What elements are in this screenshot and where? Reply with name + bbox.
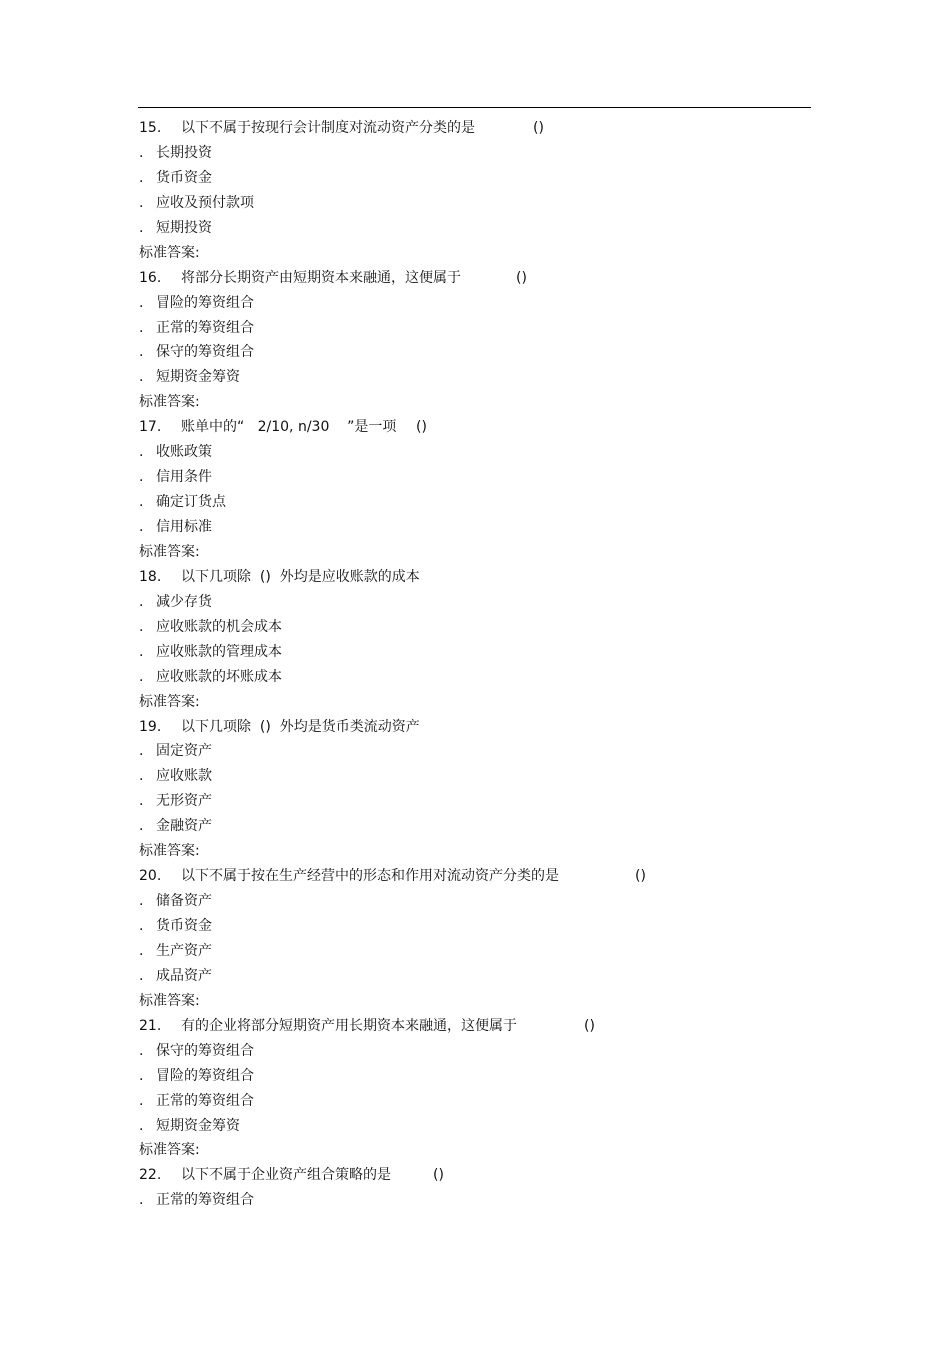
option-marker: . <box>139 494 144 511</box>
answer-blank: () <box>516 269 527 286</box>
option-item <box>139 365 819 390</box>
option-marker: . <box>139 918 144 934</box>
answer-label: 标准答案: <box>139 543 200 560</box>
option-item <box>139 191 819 216</box>
answer-line <box>139 690 819 715</box>
option-text: 保守的筹资组合 <box>156 344 254 361</box>
option-text: 正常的筹资组合 <box>156 319 254 336</box>
option-text: 收账政策 <box>156 444 212 461</box>
answer-line <box>139 989 819 1014</box>
option-marker: . <box>139 294 144 311</box>
option-marker: . <box>139 169 144 186</box>
option-item <box>139 1039 819 1064</box>
question-text: 将部分长期资产由短期资本来融通，这便属于 <box>181 269 461 286</box>
option-item <box>139 665 819 690</box>
option-marker: . <box>139 768 144 785</box>
option-marker: . <box>139 743 144 760</box>
option-item <box>139 141 819 166</box>
option-text: 生产资产 <box>156 942 212 959</box>
option-item <box>139 465 819 490</box>
option-item <box>139 939 819 964</box>
option-text: 储备资产 <box>156 893 212 910</box>
option-item <box>139 889 819 914</box>
option-item <box>139 1114 819 1139</box>
option-text: 冒险的筹资组合 <box>156 1067 254 1084</box>
question-number: 15. <box>139 120 162 136</box>
question-text: 有的企业将部分短期资产用长期资本来融通，这便属于 <box>181 1017 517 1034</box>
answer-line <box>139 390 819 415</box>
question-number: 19. <box>139 718 162 735</box>
option-item <box>139 964 819 989</box>
question-list <box>139 116 819 1213</box>
option-item <box>139 291 819 316</box>
question-number: 16. <box>139 269 162 286</box>
option-text: 信用条件 <box>156 469 212 486</box>
option-item <box>139 340 819 365</box>
option-marker: . <box>139 344 144 361</box>
answer-blank: () <box>533 120 544 136</box>
question-text: 账单中的“ 2/10, n/30 ”是一项 <box>181 419 397 436</box>
answer-label: 标准答案: <box>139 693 200 710</box>
option-text: 正常的筹资组合 <box>156 1092 254 1109</box>
option-marker: . <box>139 469 144 486</box>
option-text: 短期投资 <box>156 219 212 236</box>
option-marker: . <box>139 144 144 161</box>
option-marker: . <box>139 818 144 835</box>
answer-line <box>139 241 819 266</box>
answer-label: 标准答案: <box>139 843 200 860</box>
option-marker: . <box>139 1042 144 1059</box>
question-text: 以下几项除 () 外均是应收账款的成本 <box>181 568 420 585</box>
option-item <box>139 615 819 640</box>
option-item <box>139 590 819 615</box>
answer-label: 标准答案: <box>139 1142 200 1159</box>
header-rule <box>138 107 811 108</box>
question-text: 以下不属于按现行会计制度对流动资产分类的是 <box>181 120 475 136</box>
option-text: 冒险的筹资组合 <box>156 294 254 311</box>
question-text: 以下几项除 () 外均是货币类流动资产 <box>181 718 420 735</box>
option-marker: . <box>139 1067 144 1084</box>
option-marker: . <box>139 668 144 685</box>
option-item <box>139 1188 819 1213</box>
option-marker: . <box>139 369 144 386</box>
question-number: 21. <box>139 1017 162 1034</box>
option-item <box>139 764 819 789</box>
option-text: 应收账款 <box>156 768 212 785</box>
question-line <box>139 864 819 889</box>
option-item <box>139 515 819 540</box>
option-item <box>139 739 819 764</box>
option-text: 货币资金 <box>156 918 212 934</box>
answer-blank: () <box>433 1167 444 1184</box>
option-marker: . <box>139 1192 144 1209</box>
option-marker: . <box>139 643 144 660</box>
option-text: 金融资产 <box>156 818 212 835</box>
answer-blank: () <box>635 868 646 885</box>
option-item <box>139 640 819 665</box>
option-text: 应收账款的管理成本 <box>156 643 282 660</box>
option-text: 长期投资 <box>156 144 212 161</box>
option-marker: . <box>139 519 144 535</box>
option-item <box>139 166 819 191</box>
option-item <box>139 316 819 341</box>
option-marker: . <box>139 219 144 236</box>
option-text: 保守的筹资组合 <box>156 1042 254 1059</box>
option-item <box>139 490 819 515</box>
option-item <box>139 1064 819 1089</box>
option-item <box>139 914 819 939</box>
option-text: 无形资产 <box>156 793 212 810</box>
option-item <box>139 216 819 241</box>
option-text: 短期资金筹资 <box>156 369 240 386</box>
option-text: 确定订货点 <box>156 494 226 511</box>
question-number: 20. <box>139 868 162 885</box>
option-marker: . <box>139 593 144 610</box>
question-line <box>139 266 819 291</box>
answer-line <box>139 1138 819 1163</box>
option-text: 固定资产 <box>156 743 212 760</box>
option-text: 减少存货 <box>156 593 212 610</box>
option-marker: . <box>139 1092 144 1109</box>
option-item <box>139 440 819 465</box>
option-text: 应收账款的坏账成本 <box>156 668 282 685</box>
option-text: 应收账款的机会成本 <box>156 618 282 635</box>
option-item <box>139 789 819 814</box>
question-line <box>139 1163 819 1188</box>
question-number: 17. <box>139 419 162 436</box>
question-number: 18. <box>139 568 162 585</box>
question-line <box>139 565 819 590</box>
option-marker: . <box>139 793 144 810</box>
option-marker: . <box>139 967 144 984</box>
option-text: 信用标准 <box>156 519 212 535</box>
answer-blank: () <box>416 419 427 436</box>
option-marker: . <box>139 1117 144 1134</box>
question-line <box>139 415 819 440</box>
option-marker: . <box>139 893 144 910</box>
option-marker: . <box>139 194 144 211</box>
answer-line <box>139 540 819 565</box>
question-number: 22. <box>139 1167 162 1184</box>
option-text: 应收及预付款项 <box>156 194 254 211</box>
question-text: 以下不属于按在生产经营中的形态和作用对流动资产分类的是 <box>181 868 559 885</box>
question-line <box>139 116 819 141</box>
option-item <box>139 814 819 839</box>
option-text: 货币资金 <box>156 169 212 186</box>
option-text: 成品资产 <box>156 967 212 984</box>
question-text: 以下不属于企业资产组合策略的是 <box>181 1167 391 1184</box>
option-marker: . <box>139 942 144 959</box>
answer-label: 标准答案: <box>139 244 200 261</box>
answer-blank: () <box>584 1017 595 1034</box>
answer-label: 标准答案: <box>139 992 200 1009</box>
question-line <box>139 1014 819 1039</box>
question-line <box>139 715 819 740</box>
answer-line <box>139 839 819 864</box>
option-text: 短期资金筹资 <box>156 1117 240 1134</box>
answer-label: 标准答案: <box>139 394 200 411</box>
option-text: 正常的筹资组合 <box>156 1192 254 1209</box>
option-marker: . <box>139 319 144 336</box>
option-item <box>139 1089 819 1114</box>
option-marker: . <box>139 444 144 461</box>
option-marker: . <box>139 618 144 635</box>
